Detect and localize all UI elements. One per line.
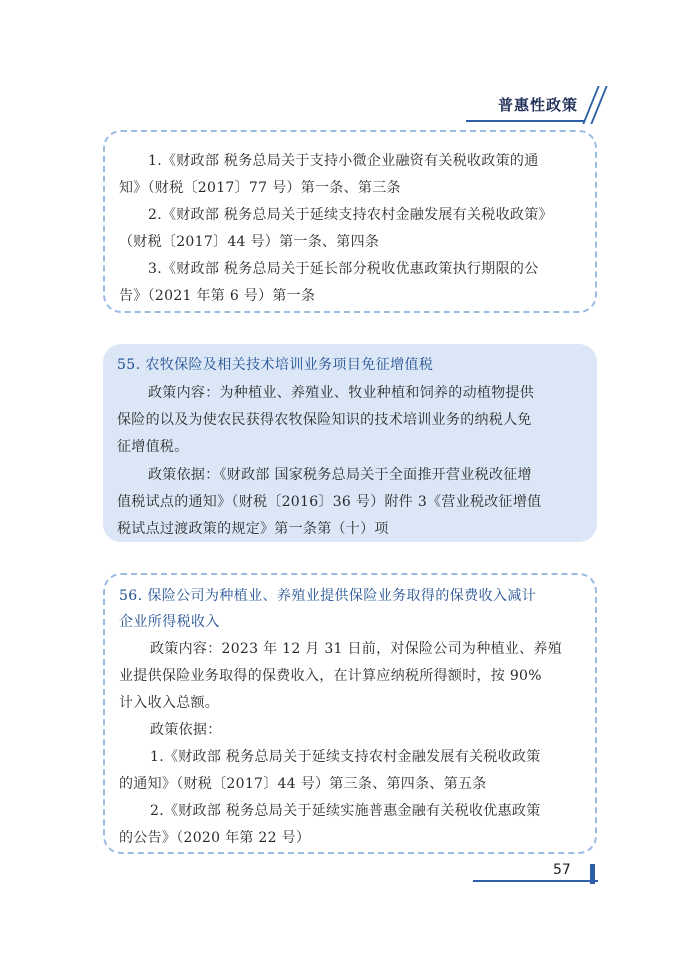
header-rule [466,120,584,122]
references-box [103,130,597,313]
footer-rule [473,880,598,882]
policy-55-line: 保险的以及为使农民获得农牧保险知识的技术培训业务的纳税人免 [117,412,532,428]
policy-56-line: 的公告》（2020 年第 22 号） [119,830,311,846]
policy-56-line: 1.《财政部 税务总局关于延续支持农村金融发展有关税收政策 [150,749,541,765]
reference-line: 2.《财政部 税务总局关于延续支持农村金融发展有关税收政策》 [148,207,553,223]
reference-line: 3.《财政部 税务总局关于延长部分税收优惠政策执行期限的公 [148,261,539,277]
policy-56-heading: 企业所得税收入 [119,614,220,630]
reference-line: 1.《财政部 税务总局关于支持小微企业融资有关税收政策的通 [148,153,539,169]
policy-56-line: 2.《财政部 税务总局关于延续实施普惠金融有关税收优惠政策 [150,803,541,819]
page-number: 57 [553,862,571,878]
reference-line: （财税〔2017〕44 号）第一条、第四条 [119,234,380,250]
policy-56-box [103,573,597,854]
policy-55-heading: 55. 农牧保险及相关技术培训业务项目免征增值税 [117,357,434,373]
header-title: 普惠性政策 [498,96,579,114]
policy-55-line: 政策依据：《财政部 国家税务总局关于全面推开营业税改征增 [148,467,532,483]
policy-56-line: 的通知》（财税〔2017〕44 号）第三条、第四条、第五条 [119,776,487,792]
reference-line: 知》（财税〔2017〕77 号）第一条、第三条 [119,180,401,196]
policy-56-line: 政策内容：2023 年 12 月 31 日前，对保险公司为种植业、养殖 [150,641,563,657]
policy-56-line: 计入收入总额。 [119,695,220,711]
policy-55-line: 税试点过渡政策的规定》第一条第（十）项 [117,521,389,537]
running-header [466,84,606,124]
policy-55-line: 值税试点的通知》（财税〔2016〕36 号）附件 3《营业税改征增值 [117,494,542,510]
reference-line: 告》（2021 年第 6 号）第一条 [119,288,316,304]
policy-56-line: 业提供保险业务取得的保费收入，在计算应纳税所得额时，按 90% [119,668,542,684]
policy-55-box [103,344,597,542]
policy-56-heading: 56. 保险公司为种植业、养殖业提供保险业务取得的保费收入减计 [119,588,537,604]
header-slash-decoration [590,86,607,124]
policy-56-line: 政策依据： [150,722,222,738]
policy-55-line: 政策内容：为种植业、养殖业、牧业种植和饲养的动植物提供 [148,385,535,401]
policy-55-line: 征增值税。 [117,439,189,455]
